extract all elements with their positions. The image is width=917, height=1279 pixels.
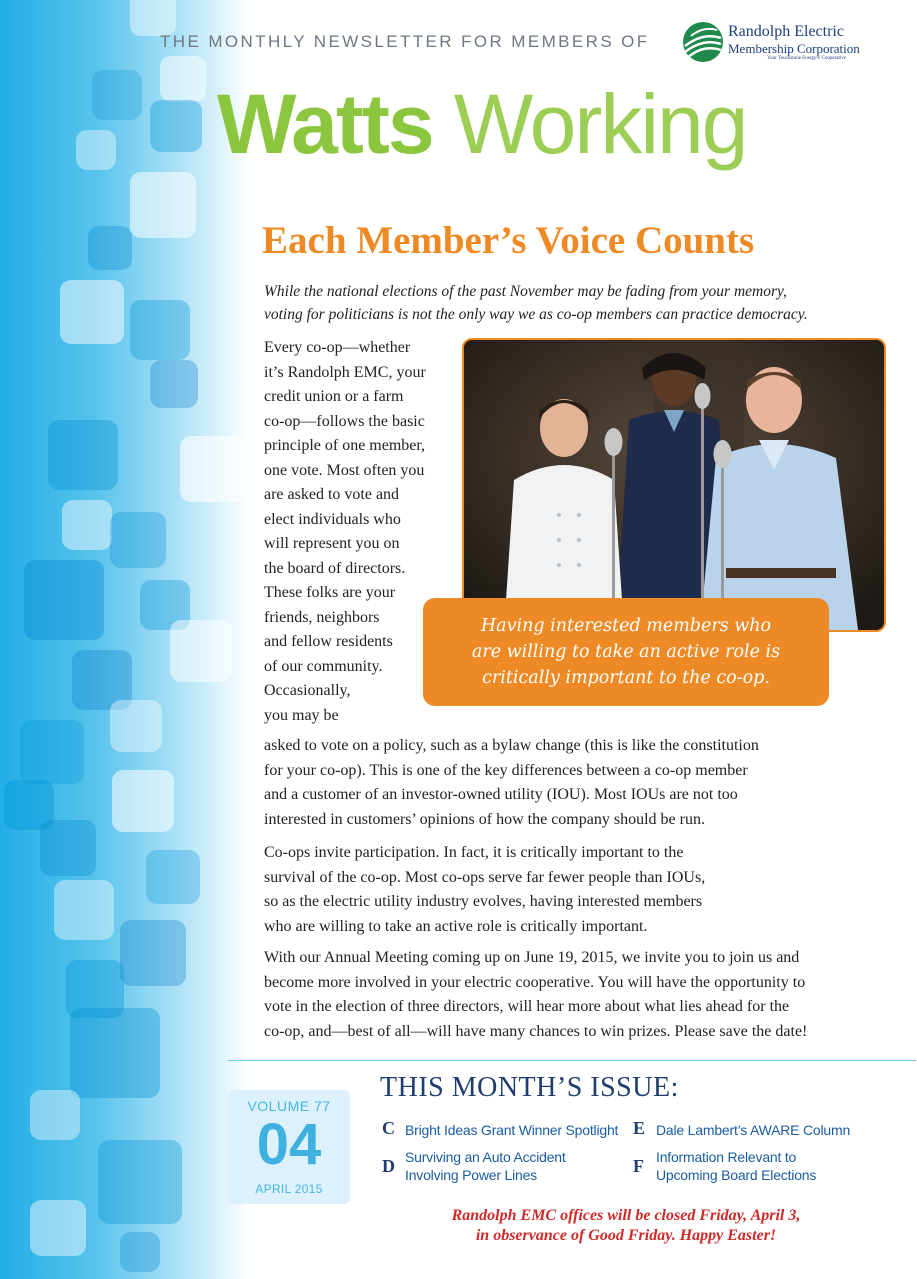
body-line: asked to vote on a policy, such as a bylaw change (this is like the constitution <box>264 737 759 754</box>
toc-item-line: Bright Ideas Grant Winner Spotlight <box>405 1122 619 1138</box>
sidebar-square <box>30 1200 86 1256</box>
body-line: survival of the co-op. Most co-ops serve far fewer people than IOUs, <box>264 868 706 886</box>
masthead-tagline: THE MONTHLY NEWSLETTER FOR MEMBERS OF <box>160 32 650 51</box>
sidebar-square <box>150 100 202 152</box>
body-line: become more involved in your electric cooperative. You will have the opportunity to <box>264 973 806 991</box>
column-line: it’s Randolph EMC, your <box>264 363 426 381</box>
sidebar-square <box>48 420 118 490</box>
toc-item-line: Upcoming Board Elections <box>656 1167 817 1183</box>
sidebar-square <box>60 280 124 344</box>
toc-item-line: Involving Power Lines <box>405 1167 537 1183</box>
sidebar-square <box>76 130 116 170</box>
newsletter-title <box>217 74 746 174</box>
column-line: principle of one member, <box>264 437 426 454</box>
body-line: interested in customers’ opinions of how the company should be run. <box>264 810 705 828</box>
toc-page-letter: C <box>382 1118 395 1138</box>
sidebar-square <box>130 0 176 36</box>
body-line: for your co-op). This is one of the key differences between a co-op member <box>264 761 748 779</box>
column-line: one vote. Most often you <box>264 461 425 479</box>
sidebar-square <box>160 56 206 102</box>
sidebar-square <box>92 70 142 120</box>
office-closure-notice <box>380 1206 872 1246</box>
sidebar-square <box>120 920 186 986</box>
sidebar-square <box>130 300 190 360</box>
section-divider <box>228 1060 916 1061</box>
toc-item-line: Information Relevant to <box>656 1149 797 1165</box>
logo-name-line2: Membership Corporation <box>728 41 860 56</box>
column-line: Occasionally, <box>264 682 351 699</box>
sidebar-square <box>54 880 114 940</box>
article-paragraph-3 <box>264 946 904 1044</box>
column-line: and fellow residents <box>264 633 393 650</box>
issue-number: 04 <box>256 1112 322 1177</box>
logo-tagline: Your Touchstone Energy® Cooperative <box>767 56 846 61</box>
notice-line: Randolph EMC offices will be closed Friday, April 3, <box>451 1207 801 1224</box>
article-paragraph-2 <box>264 841 904 939</box>
pull-quote-line: Having interested members who <box>480 616 772 636</box>
volume-label: VOLUME 77 <box>247 1098 331 1114</box>
sidebar-square <box>62 500 112 550</box>
body-line: vote in the election of three directors, will hear more about what lies ahead for the <box>264 998 790 1015</box>
sidebar-square <box>170 620 232 682</box>
body-line: With our Annual Meeting coming up on June 19, 2015, we invite you to join us and <box>264 949 800 966</box>
article-paragraph-1-continued <box>264 734 904 832</box>
body-line: Co-ops invite participation. In fact, it is critically important to the <box>264 844 684 861</box>
sidebar-square <box>20 720 84 784</box>
title-bold: Watts <box>217 77 433 171</box>
column-line: elect individuals who <box>264 510 401 528</box>
column-line: will represent you on <box>264 535 400 552</box>
toc-page-letter: D <box>382 1156 395 1176</box>
decorative-sidebar <box>0 0 250 1279</box>
pull-quote <box>423 598 829 706</box>
sidebar-square <box>24 560 104 640</box>
toc-item-auto-accident[interactable] <box>405 1148 566 1184</box>
body-line: co-op, and—best of all—will have many chances to win prizes. Please save the date! <box>264 1022 808 1040</box>
column-line: are asked to vote and <box>264 486 400 503</box>
pull-quote-line: are willing to take an active role is <box>471 642 781 662</box>
column-line: Every co-op—whether <box>264 339 411 356</box>
article-deck <box>264 280 864 326</box>
logo-name-line1: Randolph Electric <box>728 23 844 40</box>
column-line: you may be <box>264 706 339 724</box>
sidebar-square <box>30 1090 80 1140</box>
column-line: of our community. <box>264 657 383 675</box>
three-people-at-microphones-illustration <box>464 340 884 630</box>
sidebar-square <box>150 360 198 408</box>
issue-date: APRIL 2015 <box>255 1182 323 1196</box>
body-line: who are willing to take an active role is critically important. <box>264 917 648 935</box>
column-line: friends, neighbors <box>264 608 380 626</box>
toc-item-line: Dale Lambert’s AWARE Column <box>656 1122 851 1138</box>
toc-item-line: Surviving an Auto Accident <box>405 1149 566 1165</box>
column-line: These folks are your <box>264 584 396 601</box>
column-line: co-op—follows the basic <box>264 412 425 430</box>
issue-volume-box <box>228 1090 350 1204</box>
article-photo <box>462 338 886 632</box>
contents-title: THIS MONTH’S ISSUE: <box>380 1072 679 1103</box>
sidebar-square <box>146 850 200 904</box>
body-line: and a customer of an investor-owned utility (IOU). Most IOUs are not too <box>264 786 738 803</box>
sidebar-square <box>112 770 174 832</box>
toc-page-letter: F <box>633 1156 644 1176</box>
title-light: Working <box>453 77 747 171</box>
column-line: credit union or a farm <box>264 388 404 405</box>
pull-quote-line: critically important to the co-op. <box>482 668 770 688</box>
sidebar-square <box>110 512 166 568</box>
sidebar-square <box>110 700 162 752</box>
cooperative-globe-icon <box>683 22 723 62</box>
sidebar-square <box>98 1140 182 1224</box>
notice-line: in observance of Good Friday. Happy Easter! <box>475 1227 777 1244</box>
toc-item-board-elections[interactable] <box>656 1148 816 1184</box>
sidebar-square <box>180 436 246 502</box>
toc-page-letter: E <box>633 1118 646 1138</box>
sidebar-square <box>120 1232 160 1272</box>
sidebar-square <box>130 172 196 238</box>
sidebar-square <box>70 1008 160 1098</box>
toc-item-bright-ideas[interactable] <box>405 1121 618 1139</box>
column-line: the board of directors. <box>264 559 406 577</box>
deck-line: While the national elections of the past November may be fading from your memory, <box>264 283 787 300</box>
sidebar-square <box>40 820 96 876</box>
randolph-emc-logo <box>683 20 913 66</box>
article-headline: Each Member’s Voice Counts <box>262 219 755 262</box>
deck-line: voting for politicians is not the only way we as co-op members can practice democracy. <box>264 306 808 323</box>
sidebar-square <box>88 226 132 270</box>
toc-item-aware-column[interactable] <box>656 1121 850 1139</box>
body-line: so as the electric utility industry evolves, having interested members <box>264 893 703 910</box>
